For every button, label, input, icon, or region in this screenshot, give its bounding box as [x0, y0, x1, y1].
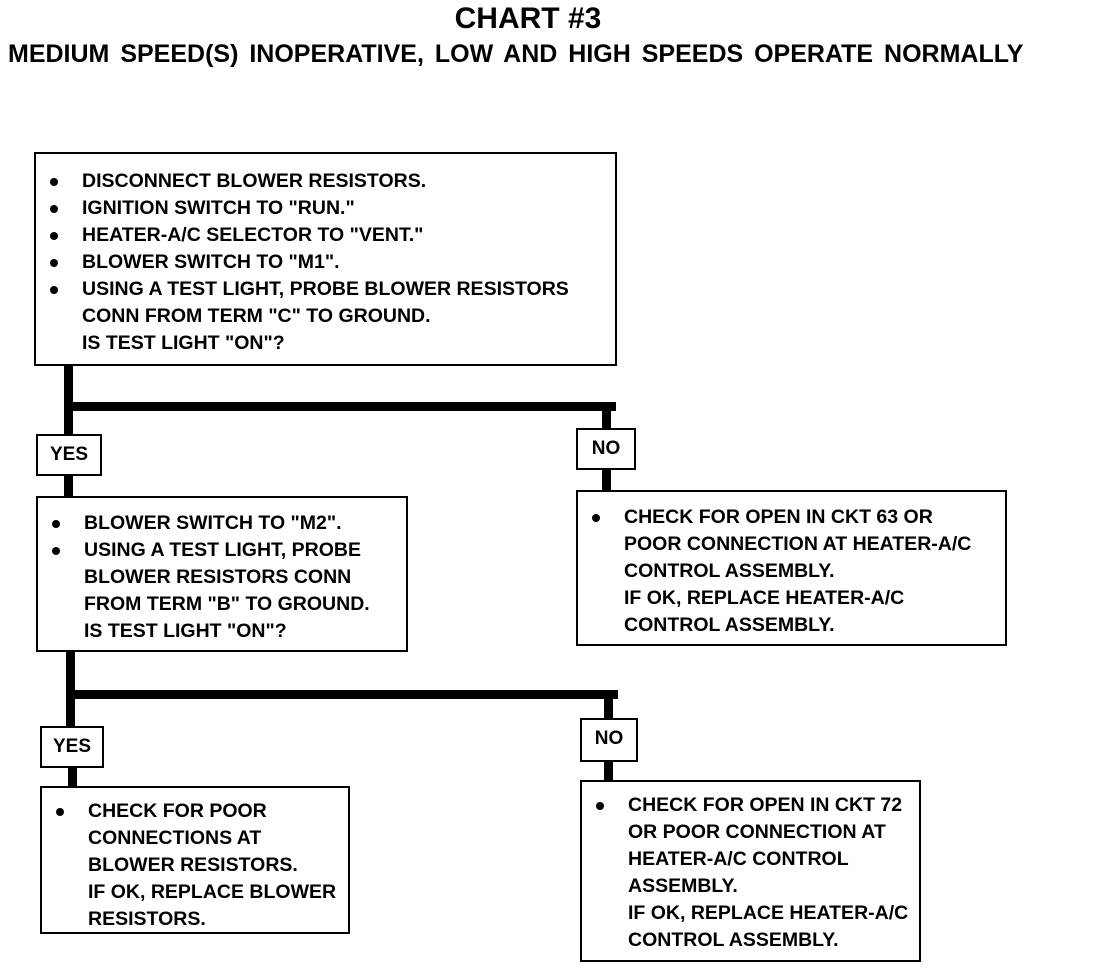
yes-label-2: YES — [40, 726, 104, 768]
yes-label-1: YES — [36, 434, 102, 476]
step2-bullet-2: USING A TEST LIGHT, PROBE — [44, 537, 400, 564]
connector-yes1-to-step2 — [64, 474, 73, 498]
connector-step1-down — [64, 364, 73, 436]
yes2-result-continuation-1: CONNECTIONS AT — [88, 827, 262, 849]
chart-title: CHART #3 — [454, 2, 602, 35]
yes2-result-bullet: CHECK FOR POOR — [48, 798, 342, 825]
no1-result-continuation-4: CONTROL ASSEMBLY. — [624, 614, 835, 636]
no2-result-continuation-5: CONTROL ASSEMBLY. — [628, 929, 839, 951]
no-label-1: NO — [576, 428, 636, 470]
step1-continuation-2: IS TEST LIGHT "ON"? — [82, 332, 285, 354]
no2-result-continuation-2: HEATER-A/C CONTROL — [628, 848, 849, 870]
no1-result-continuation-1: POOR CONNECTION AT HEATER-A/C — [624, 533, 972, 555]
step2-bullet-1: BLOWER SWITCH TO "M2". — [44, 510, 400, 537]
no2-result-continuation-1: OR POOR CONNECTION AT — [628, 821, 886, 843]
yes2-result-continuation-2: BLOWER RESISTORS. — [88, 854, 298, 876]
step1-bullet-3: HEATER-A/C SELECTOR TO "VENT." — [42, 222, 609, 249]
step1-continuation-1: CONN FROM TERM "C" TO GROUND. — [82, 305, 431, 327]
connector-no2-to-result — [604, 760, 613, 782]
connector-branch2 — [66, 690, 618, 699]
step1-bullet-4: BLOWER SWITCH TO "M1". — [42, 249, 609, 276]
no1-result-continuation-3: IF OK, REPLACE HEATER-A/C — [624, 587, 905, 609]
step1-bullet-5: USING A TEST LIGHT, PROBE BLOWER RESISTORS — [42, 276, 609, 303]
chart-subtitle: MEDIUM SPEED(S) INOPERATIVE, LOW AND HIGH SPEEDS OPERATE NORMALLY — [8, 40, 1024, 68]
step2-continuation-1: BLOWER RESISTORS CONN — [84, 566, 352, 588]
no1-result-continuation-2: CONTROL ASSEMBLY. — [624, 560, 835, 582]
connector-no1-to-result — [602, 468, 611, 492]
step2-box — [36, 496, 408, 652]
step1-bullet-2: IGNITION SWITCH TO "RUN." — [42, 195, 609, 222]
connector-no2-down — [604, 690, 613, 718]
no1-result-box — [576, 490, 1007, 646]
connector-branch1 — [64, 402, 616, 411]
step2-continuation-2: FROM TERM "B" TO GROUND. — [84, 593, 370, 615]
yes2-result-continuation-3: IF OK, REPLACE BLOWER — [88, 881, 337, 903]
no2-result-continuation-3: ASSEMBLY. — [628, 875, 738, 897]
step2-continuation-3: IS TEST LIGHT "ON"? — [84, 620, 287, 642]
no2-result-continuation-4: IF OK, REPLACE HEATER-A/C — [628, 902, 909, 924]
yes2-result-box — [40, 786, 350, 934]
connector-no1-down — [602, 402, 611, 428]
no1-result-bullet: CHECK FOR OPEN IN CKT 63 OR — [584, 504, 999, 531]
no2-result-bullet: CHECK FOR OPEN IN CKT 72 — [588, 792, 913, 819]
yes2-result-continuation-4: RESISTORS. — [88, 908, 206, 930]
connector-step2-down — [66, 650, 75, 728]
no-label-2: NO — [580, 718, 638, 762]
step1-box — [34, 152, 617, 366]
step1-bullet-1: DISCONNECT BLOWER RESISTORS. — [42, 168, 609, 195]
no2-result-box — [580, 780, 921, 962]
